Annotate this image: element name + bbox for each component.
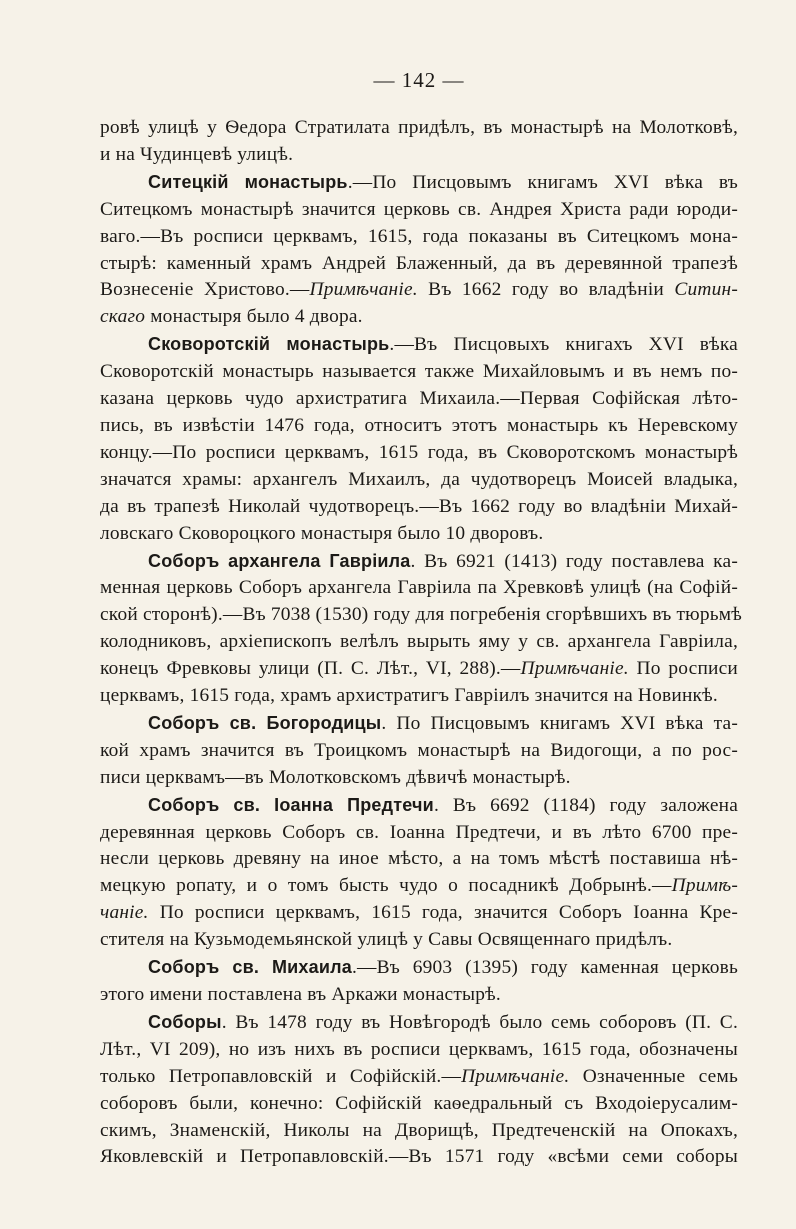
- note-label: чаніе.: [100, 902, 149, 924]
- entry-heading: Сковоротскій монастырь: [148, 334, 390, 355]
- text-line: этого имени поставлена въ Аркажи монастырѣ.: [100, 984, 501, 1005]
- text-line: и на Чудинцевѣ улицѣ.: [100, 143, 294, 165]
- text-span: мецкую ропату, и о томъ бысть чудо о посадникѣ Добрынѣ.—: [100, 875, 672, 897]
- text-line: Сковоротскій монастырь называется также Михайловымъ и въ немъ по-: [100, 361, 738, 383]
- entry-heading-line: [100, 169, 738, 197]
- text-line: [100, 873, 738, 900]
- entry-heading-line: [100, 954, 738, 982]
- text-span: монастыря было 4 двора.: [145, 306, 363, 328]
- entry-heading: Соборъ архангела Гавріила: [148, 550, 411, 571]
- text-line: деревянная церковь Соборъ св. Іоанна Предтечи, и въ лѣто 6700 пре-: [100, 821, 738, 843]
- page-number: — 142 —: [373, 68, 465, 92]
- text-span: Вознесеніе Христово.—: [100, 279, 310, 301]
- text-line: [100, 900, 738, 927]
- entry-heading: Соборъ св. Михаила: [148, 957, 352, 978]
- italic-span: скаго: [100, 306, 146, 328]
- note-label: Примѣ-: [671, 875, 738, 897]
- text-line: Ситецкомъ монастырѣ значится церковь св. Андрея Христа ради юроди-: [100, 198, 738, 220]
- text-line: ваго.—Въ росписи церквамъ, 1615, года показаны въ Ситецкомъ мона-: [100, 225, 738, 247]
- text-line: [100, 304, 738, 331]
- text-line: концу.—По росписи церквамъ, 1615 года, въ Сковоротскомъ монастырѣ: [100, 441, 738, 463]
- text-line: пись, въ извѣстіи 1476 года, относитъ этотъ монастырь къ Неревскому: [100, 414, 738, 436]
- text-span: .—Въ Писцовыхъ книгахъ XVI вѣка: [389, 334, 738, 356]
- text-line: да въ трапезѣ Николай чудотворецъ.—Въ 1662 году во владѣніи Михай-: [100, 495, 738, 517]
- entry-heading: Соборы: [148, 1011, 222, 1032]
- text-line: колодниковъ, архіепископъ велѣлъ вырыть яму у св. архангела Гавріила,: [100, 631, 738, 653]
- entry-heading-line: [100, 331, 738, 359]
- text-span: . По Писцовымъ книгамъ XVI вѣка та-: [381, 712, 738, 734]
- text-span: Означенные семь: [569, 1065, 739, 1087]
- text-line: Яковлевскій и Петропавловскій.—Въ 1571 году «всѣми семи соборы: [100, 1146, 738, 1168]
- text-span: . Въ 6921 (1413) году поставлева ка-: [410, 550, 738, 572]
- text-line: ловскаго Сковороцкого монастыря было 10 дворовъ.: [100, 522, 544, 544]
- text-line: писи церквамъ—въ Молотковскомъ дѣвичѣ монастырѣ.: [100, 766, 571, 788]
- text-line: значатся храмы: архангелъ Михаилъ, да чудотворецъ Моисей владыка,: [100, 468, 738, 490]
- text-line: соборовъ были, конечно: Софійскій каѳедральный съ Входоіерусалим-: [100, 1092, 738, 1114]
- text-line: ской сторонѣ).—Въ 7038 (1530) году для погребенія сгорѣвшихъ въ тюрьмѣ: [100, 604, 742, 626]
- text-span: Въ 1662 году во владѣніи: [417, 279, 675, 301]
- entry-heading: Соборъ св. Богородицы: [148, 712, 382, 733]
- text-line: церквамъ, 1615 года, храмъ архистратигъ Гавріилъ значится на Новинкѣ.: [100, 685, 718, 707]
- text-span: По росписи: [628, 658, 738, 680]
- entry-heading-line: [100, 548, 738, 576]
- text-span: .—По Писцовымъ книгамъ XVI вѣка въ: [347, 171, 738, 193]
- text-span: По росписи церквамъ, 1615 года, значится Соборъ Іоанна Кре-: [148, 902, 738, 924]
- text-line: стителя на Кузьмодемьянской улицѣ у Савы Освященнаго придѣлъ.: [100, 929, 673, 951]
- text-line: стырѣ: каменный храмъ Андрей Блаженный, да въ деревянной трапезѣ: [100, 252, 738, 274]
- text-span: . Въ 1478 году въ Новѣгородѣ было семь соборовъ (П. С.: [221, 1011, 738, 1033]
- text-line: [100, 277, 738, 304]
- text-span: .—Въ 6903 (1395) году каменная церковь: [351, 957, 738, 979]
- note-label: Примѣчаніе.: [309, 279, 418, 301]
- entry-heading: Ситецкій монастырь: [148, 171, 348, 192]
- text-line: казана церковь чудо архистратига Михаила.—Первая Софійская лѣто-: [100, 388, 738, 410]
- text-span: . Въ 6692 (1184) году заложена: [433, 794, 739, 816]
- text-span: конецъ Фревковы улици (П. С. Лѣт., VI, 288).—: [100, 658, 521, 680]
- entry-heading: Соборъ св. Іоанна Предтечи: [148, 794, 434, 815]
- text-line: кой храмъ значится въ Троицкомъ монастырѣ на Видогощи, а по рос-: [100, 739, 738, 761]
- note-label: Примѣчаніе.: [520, 658, 629, 680]
- text-line: несли церковь древяну на иное мѣсто, а на томъ мѣстѣ поставиша нѣ-: [100, 848, 738, 870]
- entry-heading-line: [100, 792, 738, 820]
- entry-heading-line: [100, 1009, 738, 1037]
- entry-heading-line: [100, 710, 738, 738]
- text-line: [100, 656, 738, 683]
- text-line: скимъ, Знаменскій, Николы на Дворищѣ, Предтеченскій на Опокахъ,: [100, 1119, 738, 1141]
- text-span: только Петропавловскій и Софійскій.—: [100, 1065, 462, 1087]
- text-line: Лѣт., VI 209), но изъ нихъ въ росписи церквамъ, 1615 года, обозначены: [100, 1038, 738, 1060]
- text-line: [100, 1064, 738, 1091]
- italic-span: Ситин-: [674, 279, 738, 301]
- note-label: Примѣчаніе.: [461, 1065, 570, 1087]
- text-line: менная церковь Соборъ архангела Гавріила па Хревковѣ улицѣ (на Софій-: [100, 577, 738, 599]
- text-line: ровѣ улицѣ у Ѳедора Стратилата придѣлъ, въ монастырѣ на Молотковѣ,: [100, 117, 738, 138]
